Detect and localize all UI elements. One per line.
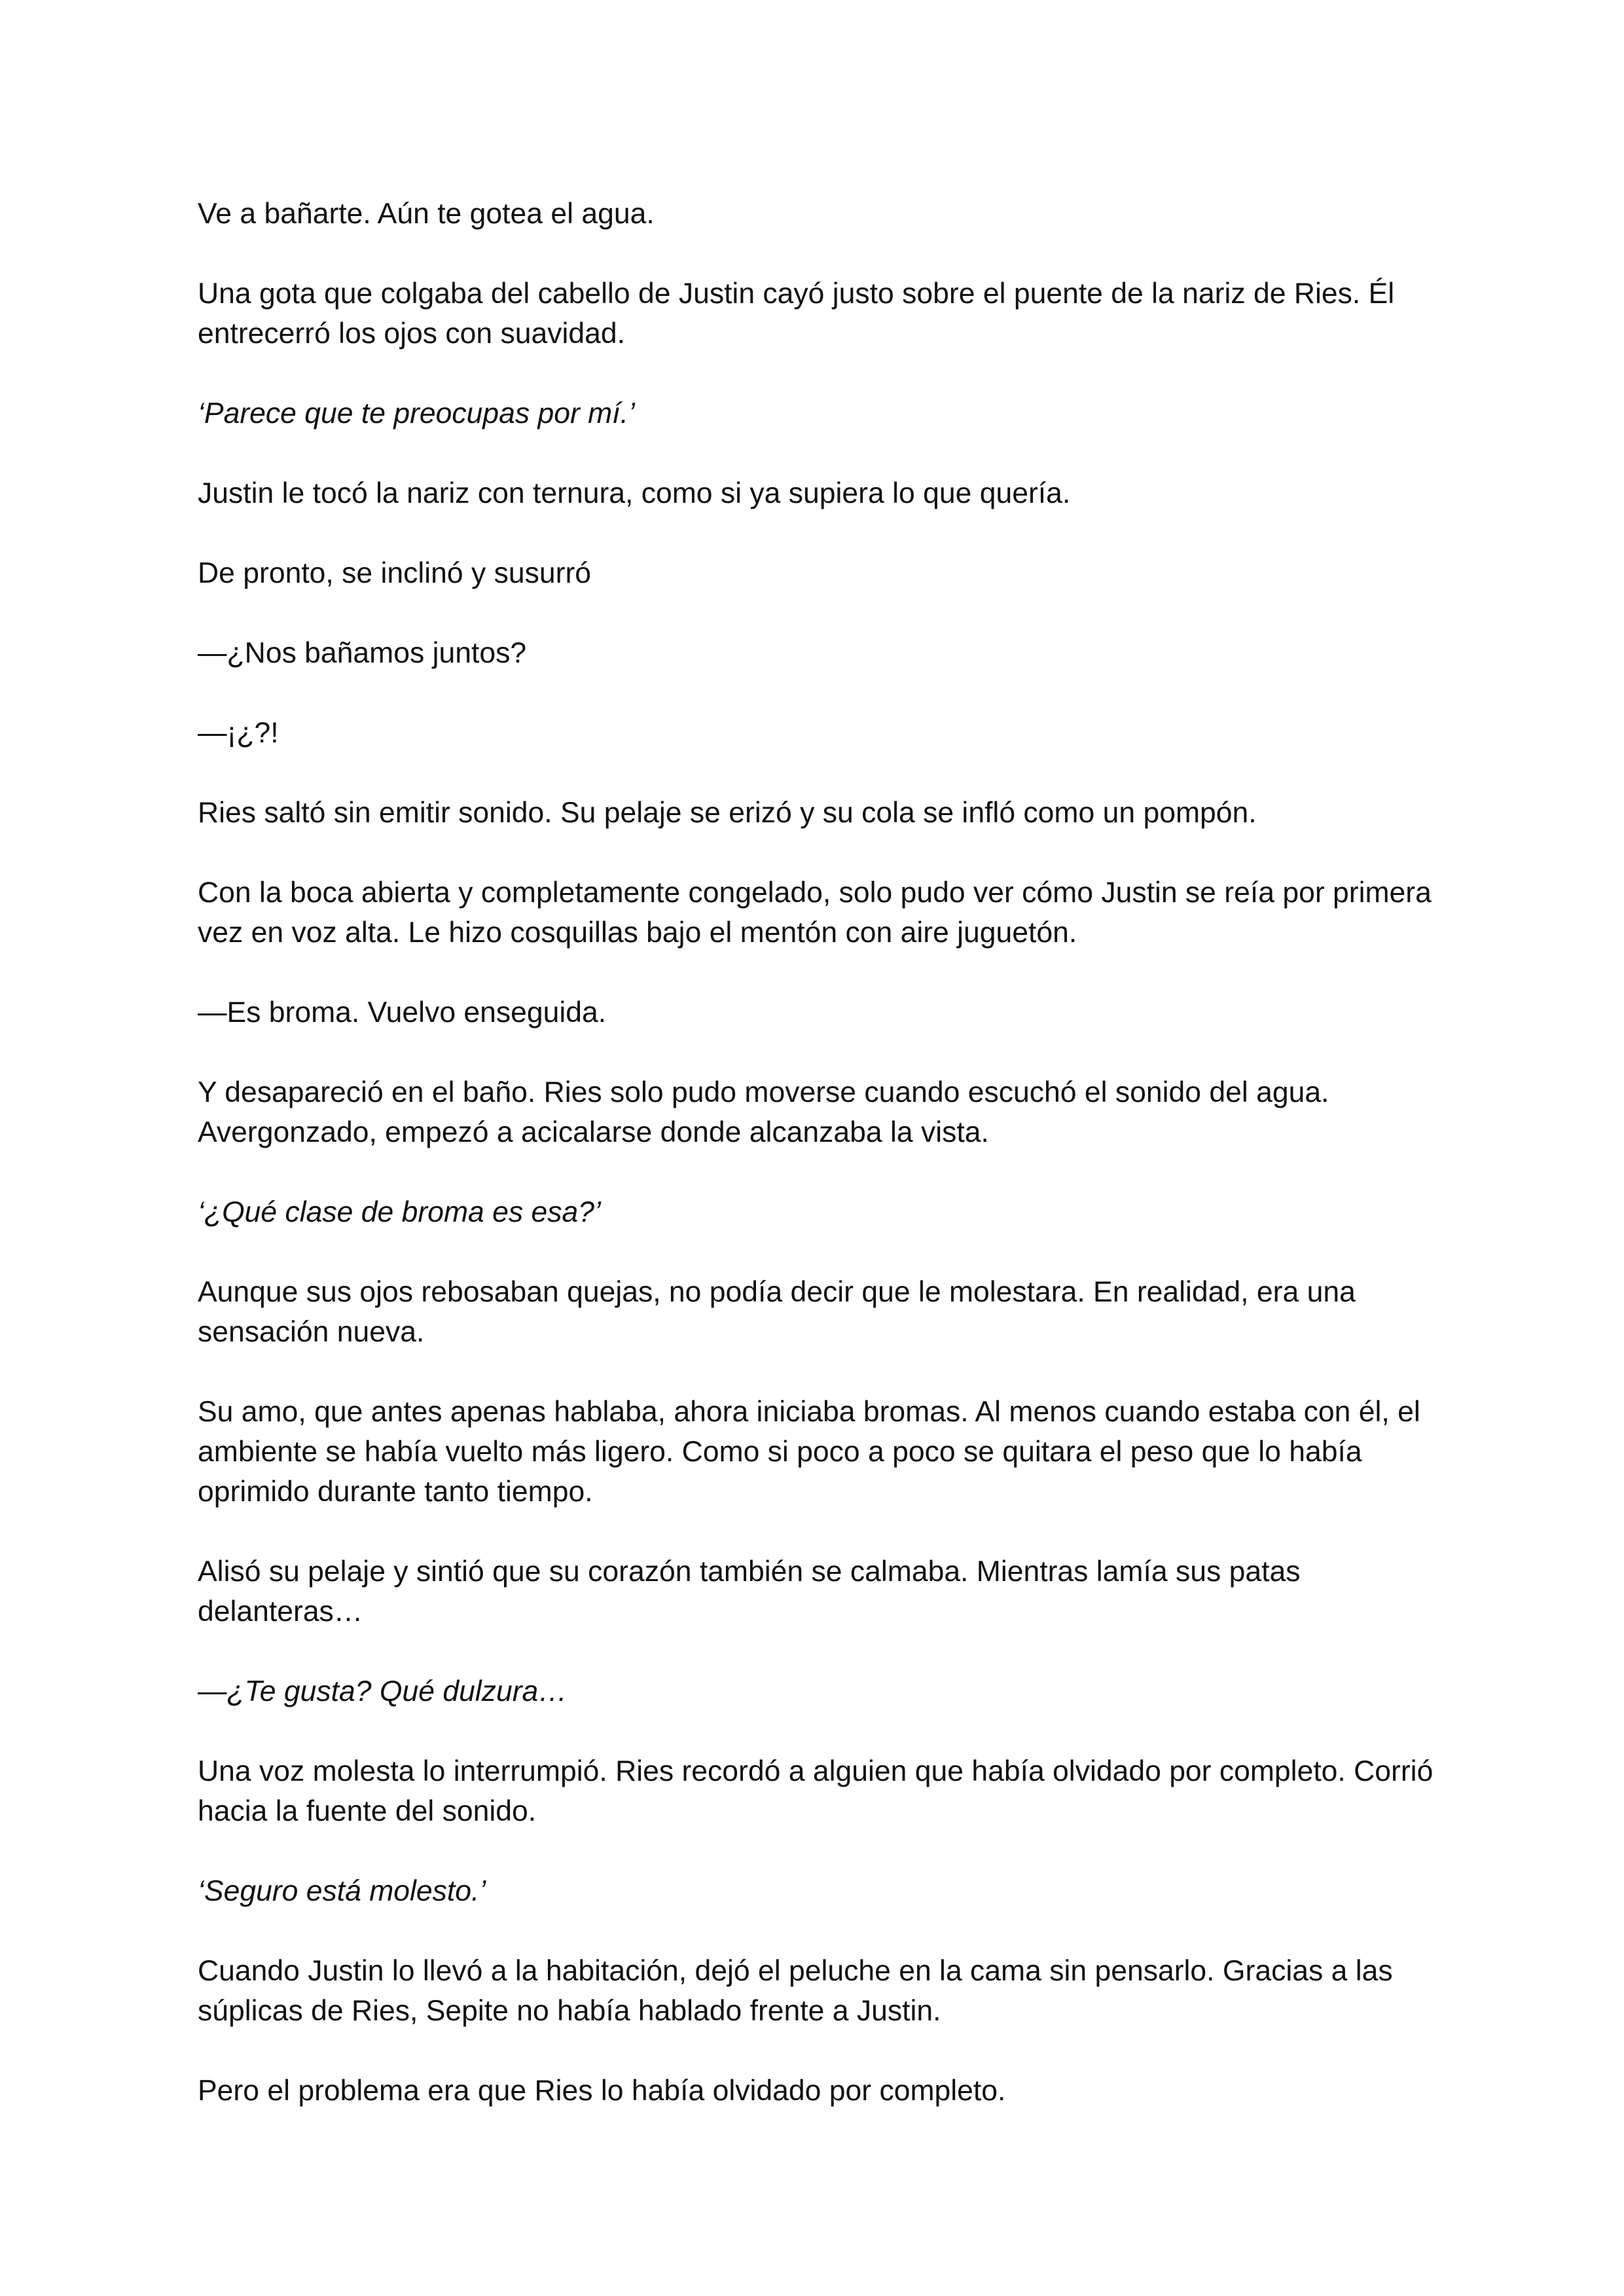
paragraph-1: Ve a bañarte. Aún te gotea el agua. xyxy=(198,198,655,230)
document-body xyxy=(198,194,1441,2151)
paragraph-7-dialogue: —¡¿?! xyxy=(198,717,279,749)
paragraph-5: De pronto, se inclinó y susurró xyxy=(198,557,592,589)
paragraph-8: Ries saltó sin emitir sonido. Su pelaje se erizó y su cola se infló como un pompón. xyxy=(198,797,1257,829)
dialogue-dash: — xyxy=(198,1675,227,1707)
paragraph-18-thought: ‘Seguro está molesto.’ xyxy=(198,1875,486,1907)
paragraph-14: Su amo, que antes apenas hablaba, ahora iniciaba bromas. Al menos cuando estaba con él, el ambiente se había vuelto más ligero. Como si poco a poco se quitara el peso que lo había oprimido durante tanto tiempo. xyxy=(198,1396,1420,1508)
paragraph-19: Cuando Justin lo llevó a la habitación, dejó el peluche en la cama sin pensarlo. Gracias a las súplicas de Ries, Sepite no había hablado frente a Justin. xyxy=(198,1955,1393,2027)
paragraph-2: Una gota que colgaba del cabello de Justin cayó justo sobre el puente de la nariz de Ries. Él entrecerró los ojos con suavidad. xyxy=(198,278,1395,350)
paragraph-15: Alisó su pelaje y sintió que su corazón también se calmaba. Mientras lamía sus patas delanteras… xyxy=(198,1556,1301,1628)
dialogue-italic-text: ¿Te gusta? Qué dulzura… xyxy=(226,1675,568,1707)
paragraph-16-dialogue xyxy=(198,1671,1441,1711)
paragraph-4: Justin le tocó la nariz con ternura, como si ya supiera lo que quería. xyxy=(198,477,1071,509)
paragraph-13: Aunque sus ojos rebosaban quejas, no podía decir que le molestara. En realidad, era una sensación nueva. xyxy=(198,1276,1356,1348)
paragraph-17: Una voz molesta lo interrumpió. Ries recordó a alguien que había olvidado por completo. Corrió hacia la fuente del sonido. xyxy=(198,1755,1434,1827)
paragraph-9: Con la boca abierta y completamente congelado, solo pudo ver cómo Justin se reía por primera vez en voz alta. Le hizo cosquillas bajo el mentón con aire juguetón. xyxy=(198,877,1432,949)
paragraph-12-thought: ‘¿Qué clase de broma es esa?’ xyxy=(198,1196,601,1228)
paragraph-10-dialogue: —Es broma. Vuelvo enseguida. xyxy=(198,996,607,1029)
paragraph-11: Y desapareció en el baño. Ries solo pudo moverse cuando escuchó el sonido del agua. Avergonzado, empezó a acicalarse donde alcanzaba la vista. xyxy=(198,1076,1329,1148)
paragraph-6-dialogue: —¿Nos bañamos juntos? xyxy=(198,637,527,669)
paragraph-3-thought: ‘Parece que te preocupas por mí.’ xyxy=(198,397,635,429)
paragraph-20: Pero el problema era que Ries lo había olvidado por completo. xyxy=(198,2075,1006,2107)
